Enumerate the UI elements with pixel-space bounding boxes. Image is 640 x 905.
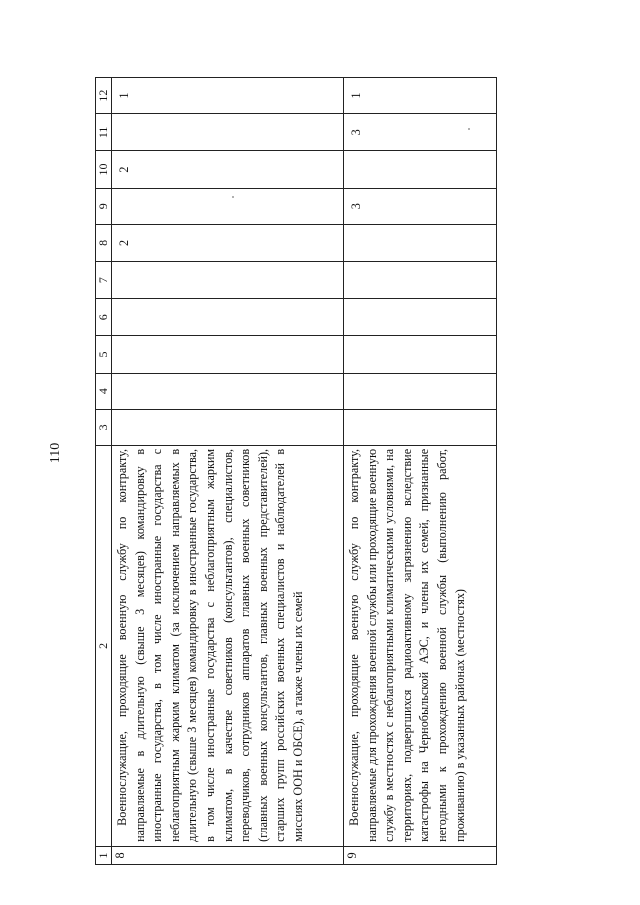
cell-col11: 3 [344,114,497,151]
cell-col11 [112,114,344,151]
cell-col9 [112,188,344,224]
cell-col6 [112,299,344,336]
header-cell: 2 [96,445,112,846]
cell-col5 [112,336,344,373]
header-cell: 3 [96,409,112,445]
cell-col4 [112,373,344,409]
table-row [112,78,344,865]
cell-col8 [344,224,497,261]
row-description: Военнослужащие, проходящие военную службу по контракту, направляемые в длительную (свыше 3 месяцев) командировку в иностранные государства, в том числе иностранные государства с неблагоприятным жарким климатом (за исключением направляемых в длительную (свыше 3 месяцев) командировку в иностранные государства, в том числе иностранные государства с неблагоприятным жарким климатом, в качестве советников (консультантов), специалистов, переводчиков, сотрудников аппаратов главных военных советников (главных военных консультантов, главных военных представителей), старших групп российских военных специалистов и наблюдателей в миссиях ООН и ОБСЕ), а также члены их семей [112,445,344,846]
data-table [95,77,497,865]
header-cell: 10 [96,151,112,188]
scan-speck [468,128,470,130]
table-header-row [96,78,112,865]
header-cell: 6 [96,299,112,336]
header-cell: 11 [96,114,112,151]
row-number: 9 [344,846,497,864]
header-cell: 5 [96,336,112,373]
scan-speck [232,196,234,198]
header-cell: 1 [96,846,112,864]
header-cell: 4 [96,373,112,409]
cell-col12: 1 [344,78,497,114]
cell-col7 [112,261,344,298]
table-row [344,78,497,865]
cell-col6 [344,299,497,336]
cell-col9: 3 [344,188,497,224]
cell-col5 [344,336,497,373]
cell-col4 [344,373,497,409]
cell-col10 [344,151,497,188]
header-cell: 9 [96,188,112,224]
row-description: Военнослужащие, проходящие военную службу по контракту, направляемые для прохождения военной службы или проходящие военную службу в местностях с неблагоприятными климатическими условиями, на территориях, подвергшихся радиоактивному загрязнению вследствие катастрофы на Чернобыльской АЭС, и члены их семей, признанные негодными к прохождению военной службы (выполнению работ, проживанию) в указанных районах (местностях) [344,445,497,846]
row-number: 8 [112,846,344,864]
cell-col8: 2 [112,224,344,261]
header-cell: 7 [96,261,112,298]
page-number: 110 [48,442,63,464]
cell-col12: 1 [112,78,344,114]
header-cell: 8 [96,224,112,261]
header-cell: 12 [96,78,112,114]
cell-col10: 2 [112,151,344,188]
rotated-table-frame [95,77,497,865]
cell-col3 [112,409,344,445]
cell-col3 [344,409,497,445]
cell-col7 [344,261,497,298]
